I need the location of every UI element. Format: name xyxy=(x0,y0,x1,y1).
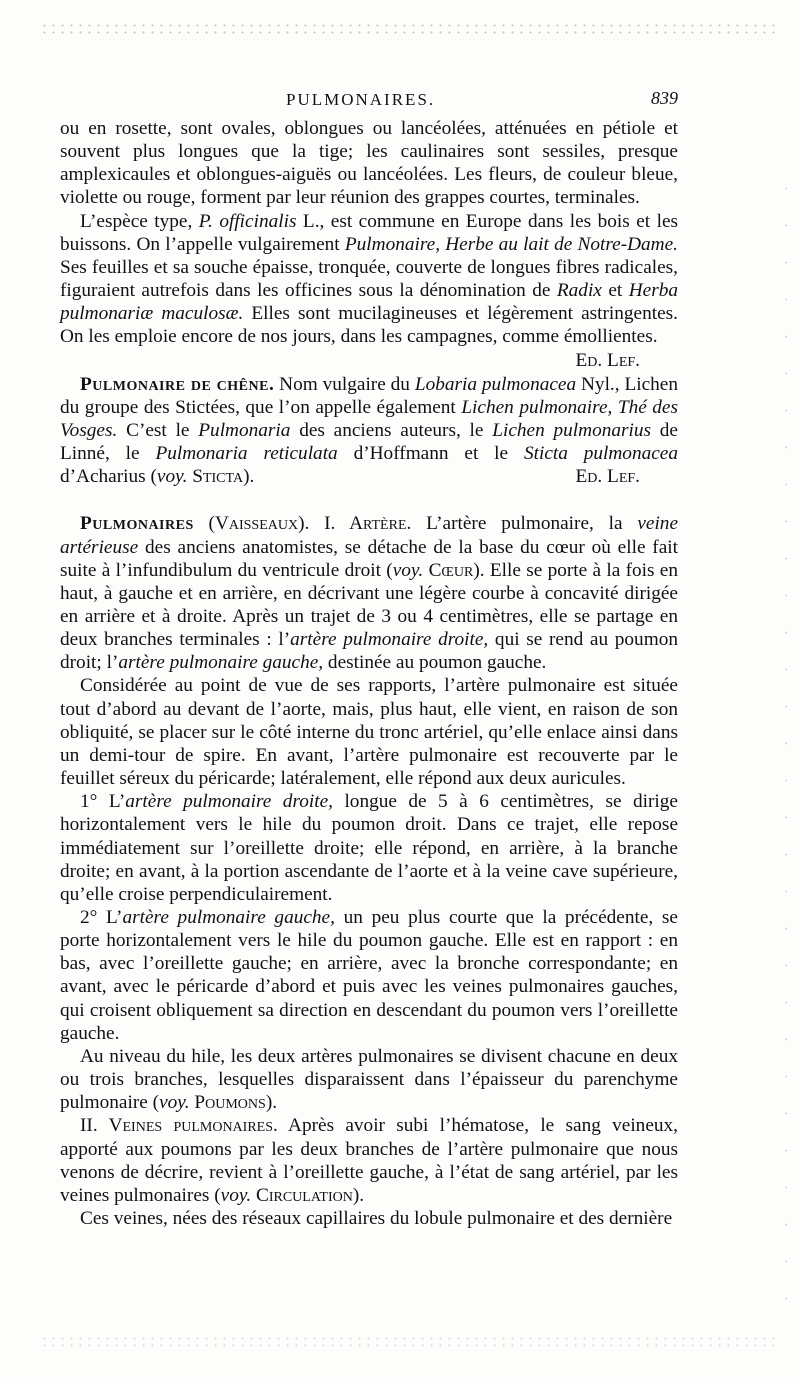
text-run: des anciens anatomistes, se détache de la base du cœur où elle fait suite à l’infundibulum du ventricule droit ( xyxy=(60,536,678,581)
text-run: Après avoir subi l’hématose, le sang veineux, apporté aux poumons par les deux branches de l’artère pulmonaire que nous venons de décrire, revient à l’oreillette gauche, à l’état de sang artériel, par les veines pulmonaires ( xyxy=(60,1115,678,1206)
author-signature: Ed. Lef. xyxy=(575,466,640,488)
text-run: un peu plus courte que la précédente, se porte horizontalement vers le hile du poumon gauche. Elle est en rapport : en bas, avec l’oreillette gauche; en arrière, avec la bronche correspondante; en avant, avec le péricarde d’abord et puis avec les veines pulmonaires gauches, qui croisent obliquement sa direction en descendant du poumon vers l’oreillette gauche. xyxy=(60,907,678,1044)
text-run: C’est le xyxy=(117,419,199,441)
italic-run: Pulmonaria reticulata xyxy=(155,443,338,465)
text-run: de Linné, le xyxy=(60,419,678,465)
text-run: ). xyxy=(352,1184,365,1206)
cross-reference: Sticta xyxy=(192,466,244,488)
italic-run: artère pulmonaire droite, xyxy=(290,629,489,651)
text-run: Au niveau du hile, les deux artères pulmonaires se divisent chacune en deux ou trois branches, lesquelles disparaissent dans l’épaisseur du parenchyme pulmonaire ( xyxy=(60,1045,678,1114)
italic-run: P. officinalis xyxy=(198,210,297,232)
text-run: L’artère pulmonaire, la xyxy=(411,513,638,535)
text-run: des anciens auteurs, le xyxy=(290,419,493,441)
text-run: 2° L’ xyxy=(80,907,123,928)
entry2-paragraph xyxy=(60,373,678,489)
text-run: 1° L’ xyxy=(80,791,126,813)
text-run: destinée au poumon gauche. xyxy=(323,652,547,674)
text-run: Nyl., Lichen du groupe des Stictées, que l’on appelle également xyxy=(60,373,678,418)
italic-run: voy. xyxy=(220,1184,252,1206)
italic-run: Herba pulmonariæ maculosæ. xyxy=(60,280,678,325)
italic-run: Lichen pulmonaire, Thé des Vosges. xyxy=(60,396,678,441)
italic-run: veine artérieuse xyxy=(60,513,678,558)
cross-reference: Circulation xyxy=(255,1184,353,1206)
text-run: L., est commune en Europe dans les bois et les buissons. On l’appelle vulgairement xyxy=(60,210,679,255)
entry-headword: Pulmonaire de chêne. xyxy=(80,373,275,395)
entry3-paragraph-2: Considérée au point de vue de ses rapports, l’artère pulmonaire est située tout d’abord au devant de l’aorte, mais, plus haut, elle vient, en raison de son obliquité, se placer sur le côté interne du tronc artériel, qu’elle enlace ainsi dans un demi-tour de spire. En avant, l’artère pulmonaire est recouverte par le feuillet séreux du péricarde; latéralement, elle répond aux deux auricules. xyxy=(60,675,678,790)
entry3-paragraph-6 xyxy=(60,1114,678,1207)
entry3-paragraph-5 xyxy=(60,1045,678,1114)
italic-run: voy. xyxy=(159,1092,190,1114)
cross-reference: Cœur xyxy=(428,559,474,581)
entry-subhead: (Vaisseaux). xyxy=(193,513,325,535)
entry3-paragraph-4 xyxy=(60,906,678,1045)
section-heading: II. Veines pulmonaires. xyxy=(80,1115,278,1137)
text-run: longue de 5 à 6 centimètres, se dirige horizontalement vers le hile du poumon droit. Dans ce trajet, elle repose immédiatement sur l’oreillette droite; elle répond, en arrière, à la branche droite; en avant, à la portion ascendante de l’aorte et à la veine cave supérieure, qu’elle croise perpendiculairement. xyxy=(60,791,678,905)
italic-run: Pulmonaria xyxy=(198,419,291,441)
scan-noise-margin xyxy=(782,170,790,1320)
text-run: ). Elle se porte à la fois en haut, à gauche et en arrière, en décrivant une légère courbe à concavité dirigée en arrière et à droite. Après un trajet de 3 ou 4 centimètres, elle se partage en deux branches terminales : l’ xyxy=(60,559,678,651)
entry1-paragraph-2 xyxy=(60,210,679,371)
text-run: L’espèce type, xyxy=(80,210,199,232)
page-number: 839 xyxy=(651,88,678,108)
italic-run: Radix xyxy=(556,280,602,302)
text-run: qui se rend au poumon droit; l’ xyxy=(60,629,678,674)
text-run: d’Acharius ( xyxy=(60,466,157,488)
scan-noise-bottom xyxy=(40,1335,780,1349)
running-head xyxy=(0,90,800,114)
text-run: d’Hoffmann et le xyxy=(337,443,524,465)
entry3-paragraph-7: Ces veines, nées des réseaux capillaires du lobule pulmonaire et des dernière xyxy=(80,1208,673,1230)
entry3-paragraph-1 xyxy=(60,512,678,674)
author-signature: Ed. Lef. xyxy=(575,349,640,371)
entry3-paragraph-3 xyxy=(60,790,678,906)
body-text xyxy=(60,117,678,1230)
entry1-paragraph-1: ou en rosette, sont ovales, oblongues ou lancéolées, atténuées en pétiole et souvent plus longues que la tige; les caulinaires sont sessiles, presque amplexicaules et oblongues-aiguës ou lancéolées. Les fleurs, de couleur bleue, violette ou rouge, forment par leur réunion des grappes courtes, terminales. xyxy=(60,118,678,209)
scan-noise-top xyxy=(40,22,780,36)
italic-run: Lobaria pulmonacea xyxy=(414,373,577,395)
italic-run: voy. xyxy=(156,466,188,488)
text-run: ). xyxy=(265,1092,278,1114)
italic-run: artère pulmonaire droite, xyxy=(125,791,333,813)
text-run: Ses feuilles et sa souche épaisse, tronquée, couverte de longues fibres radicales, figuraient autrefois dans les officines sous la dénomination de xyxy=(60,256,678,302)
italic-run: artère pulmonaire gauche, xyxy=(122,907,335,928)
text-run: Elles sont mucilagineuses et légèrement astringentes. On les emploie encore de nos jours, dans les campagnes, comme émollientes. xyxy=(60,303,678,348)
section-heading: I. Artère. xyxy=(324,513,412,535)
entry-headword: Pulmonaires xyxy=(80,513,194,535)
italic-run: artère pulmonaire gauche, xyxy=(118,652,324,674)
running-title: PULMONAIRES. xyxy=(286,90,436,109)
italic-run: voy. xyxy=(392,559,424,581)
italic-run: Lichen pulmonarius xyxy=(492,419,651,441)
italic-run: Pulmonaire, Herbe au lait de Notre-Dame. xyxy=(344,233,678,255)
cross-reference: Poumons xyxy=(194,1092,266,1114)
text-run: et xyxy=(601,280,629,302)
text-run: ). xyxy=(243,466,255,488)
italic-run: Sticta pulmonacea xyxy=(523,443,678,465)
text-run: Nom vulgaire du xyxy=(274,373,415,395)
